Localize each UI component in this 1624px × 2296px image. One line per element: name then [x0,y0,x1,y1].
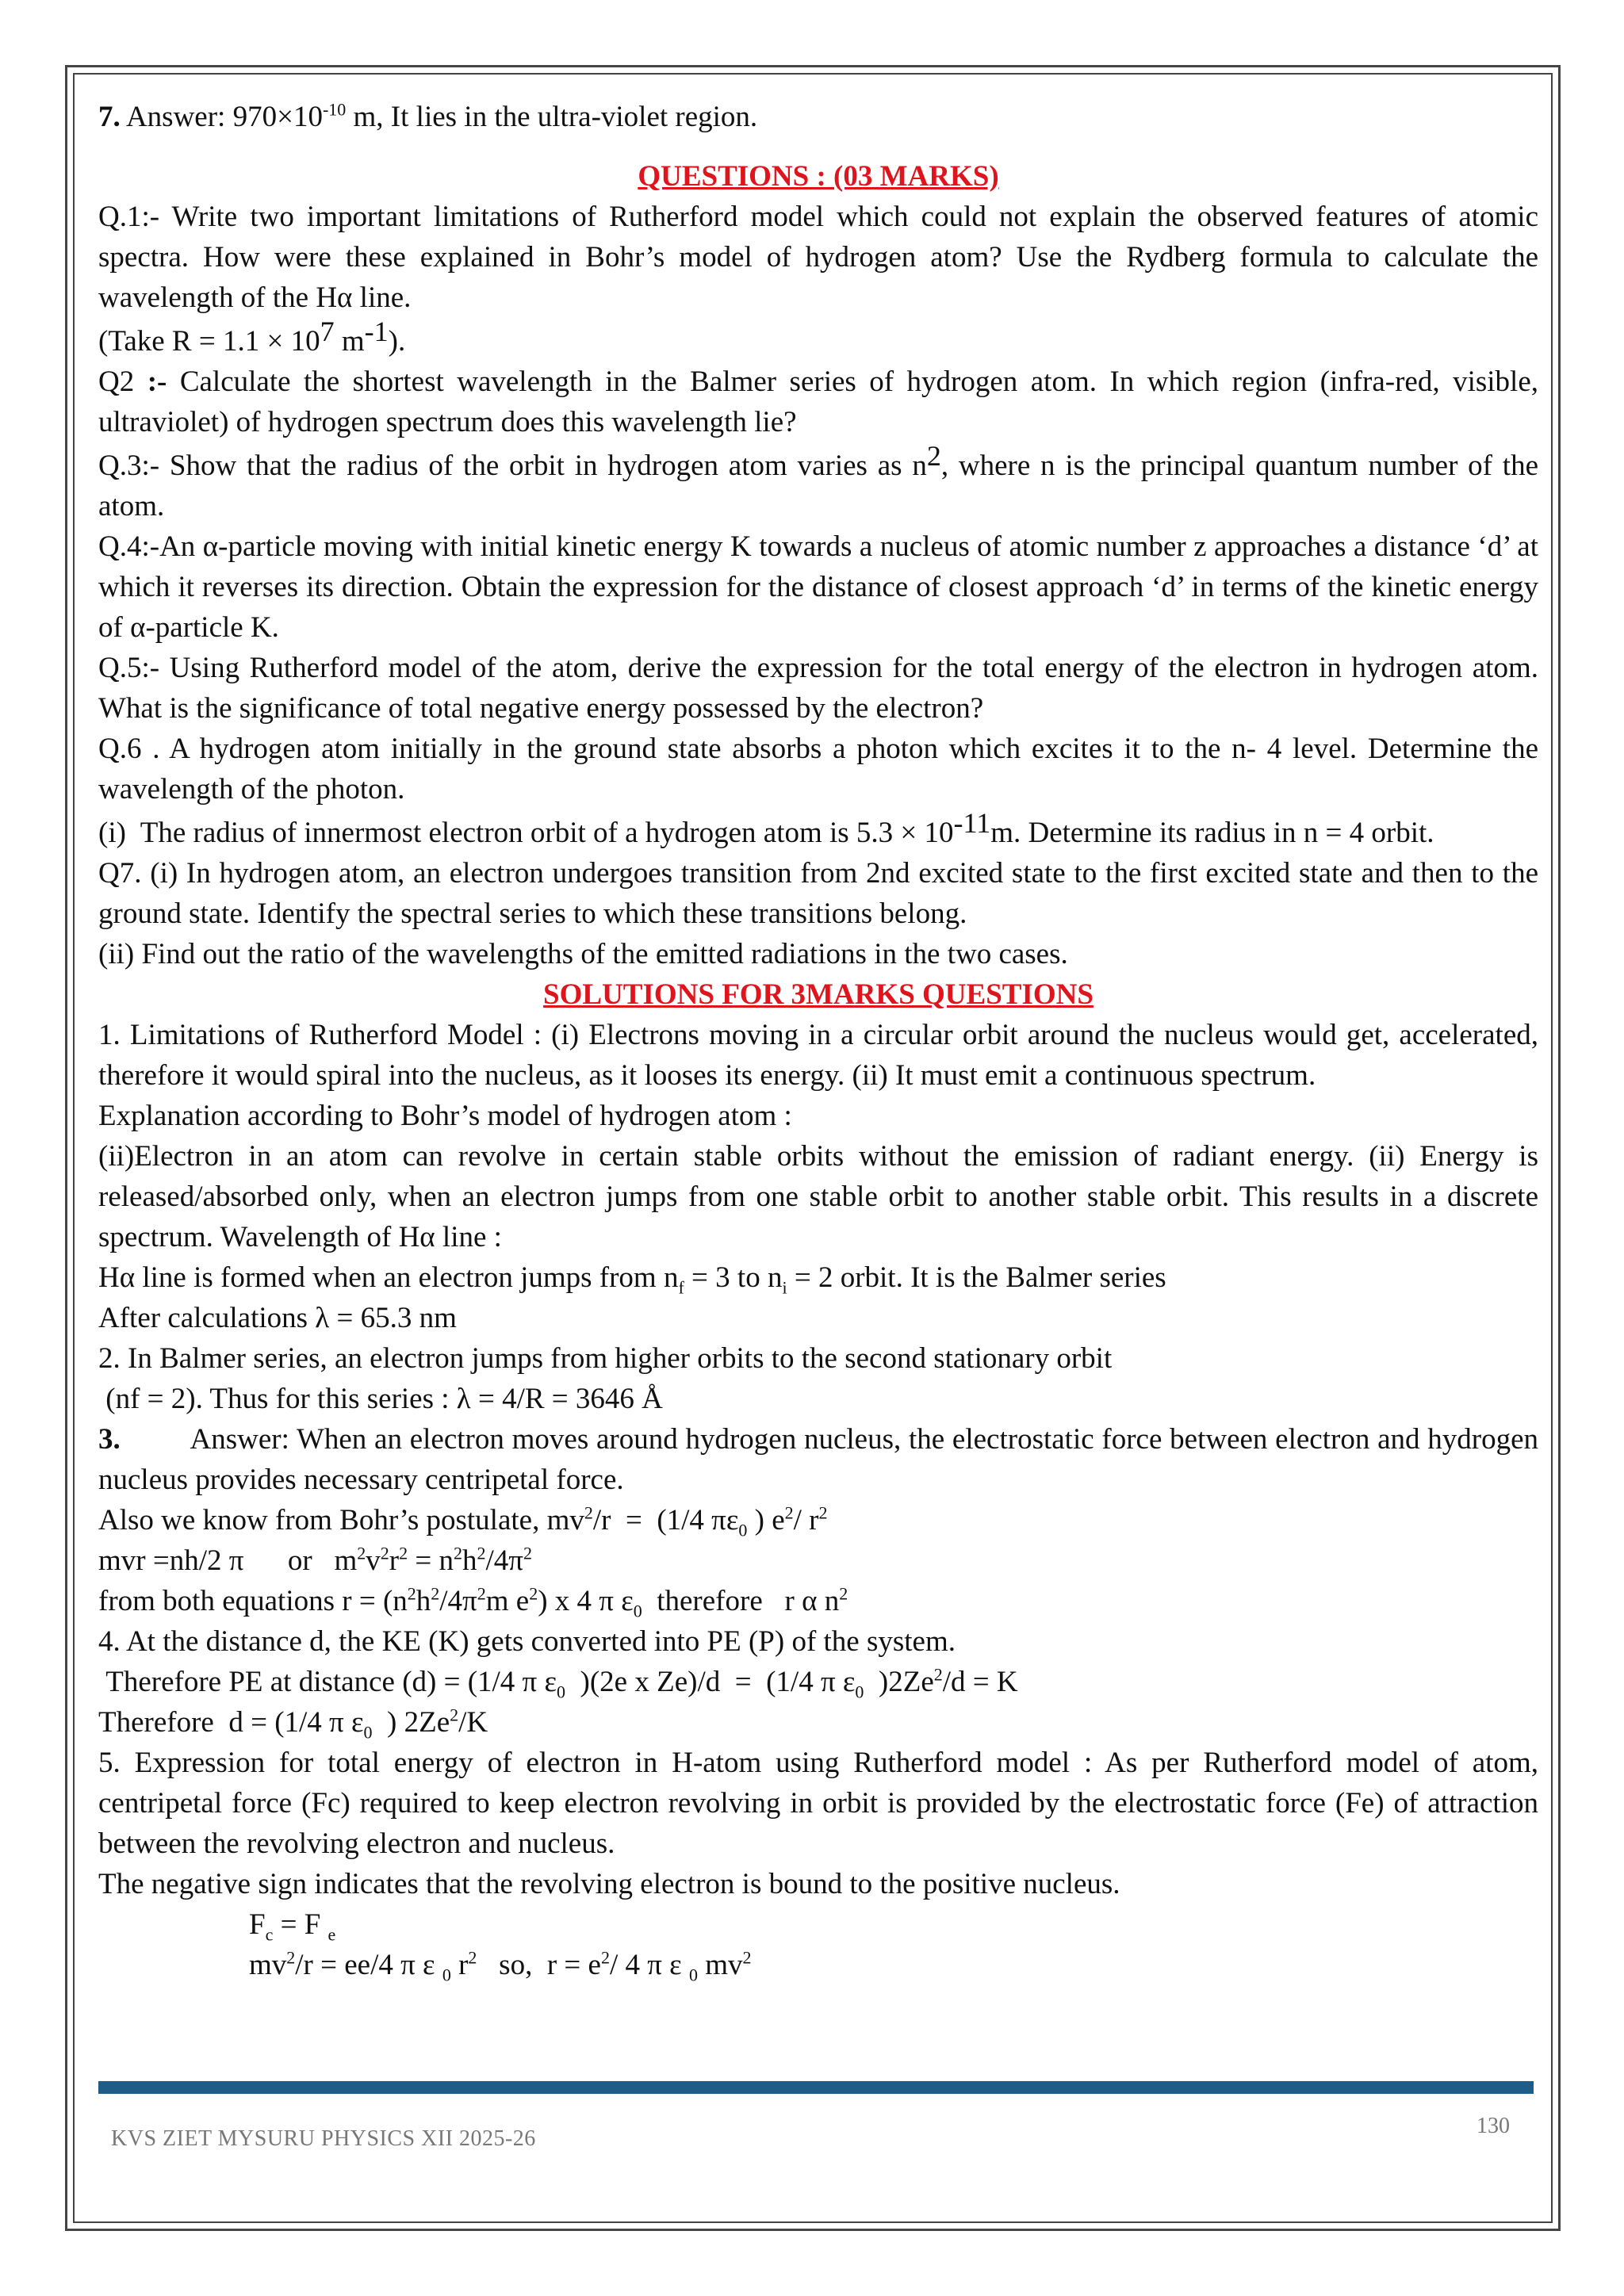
solution-1-result: After calculations λ = 65.3 nm [98,1302,457,1334]
question-6-part-i: (i) The radius of innermost electron orbit of a hydrogen atom is 5.3 × 10-11m. Determine its radius in n = 4 orbit. [98,807,1434,849]
question-6: Q.6 . A hydrogen atom initially in the ground state absorbs a photon which excites it to the n- 4 level. Determine the wavelength of the photon. [98,733,1538,806]
solution-4-eq-1: Therefore PE at distance (d) = (1/4 π $\varepsilon_0$ )(2e x Ze)/d = (1/4 π $\varepsilon_0$ )$2Ze^2/d = K$ [98,1664,1018,1702]
solution-5: 5. Expression for total energy of electron in H-atom using Rutherford model : As per Rutherford model of atom, centripetal force (Fc) required to keep electron revolving in orbit is provided by the electrostatic force (Fe) of attraction between the revolving electron and nucleus. [98,1747,1538,1860]
question-5: Q.5:- Using Rutherford model of the atom, derive the expression for the total energy of the electron in hydrogen atom. What is the significance of total negative energy possessed by the electron? [98,652,1538,725]
solution-3-eq-2: mvr =nh/2 π or $m^2v^2r^2 = n^2h^2/4\pi^2$ [98,1543,532,1577]
section-heading-solutions: SOLUTIONS FOR 3MARKS QUESTIONS [543,978,1094,1011]
solution-1-h-alpha: Hα line is formed when an electron jumps from $n_f = 3$ to $n_i = 2$ orbit. It is the Balmer series [98,1261,1166,1298]
footer-title: KVS ZIET MYSURU PHYSICS XII 2025-26 [111,2126,536,2151]
question-2: Q2 :- Calculate the shortest wavelength in the Balmer series of hydrogen atom. In which region (infra-red, visible, ultraviolet) of hydrogen spectrum does this wavelength lie? [98,365,1538,438]
solution-5-eq-2: $mv^2/r = ee/4$ π ε $_0$ $r^2$ so, $r = e^2/$ 4 π ε $_0$ $mv^2$ [249,1947,752,1985]
solution-5-sign: The negative sign indicates that the revolving electron is bound to the positive nucleus. [98,1868,1120,1900]
solution-4-eq-2: Therefore d = (1/4 π $\varepsilon_0$ ) 2Ze$^2$/K [98,1705,488,1743]
question-4: Q.4:-An α-particle moving with initial kinetic energy K towards a nucleus of atomic number z approaches a distance ‘d’ at which it reverses its direction. Obtain the expression for the distance of closest approach ‘d’ in terms of the kinetic energy of α-particle K. [98,530,1538,644]
question-3: Q.3:- Show that the radius of the orbit in hydrogen atom varies as n2, where n is the principal quantum number of the atom. [98,440,1538,522]
solution-1: 1. Limitations of Rutherford Model : (i) Electrons moving in a circular orbit around the nucleus would get, accelerated, therefore it would spiral into the nucleus, as it looses its energy. (ii) It must emit a continuous spectrum. [98,1019,1538,1092]
solution-1-bohr-points: (ii)Electron in an atom can revolve in certain stable orbits without the emission of radiant energy. (ii) Energy is released/absorbed only, when an electron jumps from one stable orbit to another stable orbit. This results in a discrete spectrum. Wavelength of Hα line : [98,1140,1538,1253]
question-1-given: (Take R = 1.1 × 107 m-1). [98,316,406,358]
question-7: Q7. (i) In hydrogen atom, an electron undergoes transition from 2nd excited state to the first excited state and then to the ground state. Identify the spectral series to which these transitions belong. [98,857,1538,930]
question-7-part-ii: (ii) Find out the ratio of the wavelengths of the emitted radiations in the two cases. [98,938,1068,970]
solution-5-eq-1: $F_c = F$ $_e$ [249,1908,336,1945]
footer-divider-bar [98,2081,1534,2094]
solution-3-eq-1: Also we know from Bohr’s postulate, $mv^2/r = (1/4$ $\pi\varepsilon_0$ ) $e^2/$ $r^2$ [98,1502,828,1540]
solution-1-bohr-heading: Explanation according to Bohr’s model of hydrogen atom : [98,1100,792,1132]
page-number: 130 [1477,2114,1510,2138]
solution-3: 3. Answer: When an electron moves around hydrogen nucleus, the electrostatic force between electron and hydrogen nucleus provides necessary centripetal force. [98,1423,1538,1496]
section-heading-questions: QUESTIONS : (03 MARKS) [638,160,999,193]
solution-2: 2. In Balmer series, an electron jumps from higher orbits to the second stationary orbit [98,1342,1113,1375]
answer-7: 7. Answer: $970\times 10^{-10}$ m, It lies in the ultra-violet region. [98,99,758,133]
solution-4: 4. At the distance d, the KE (K) gets converted into PE (P) of the system. [98,1625,956,1658]
question-1: Q.1:- Write two important limitations of Rutherford model which could not explain the observed features of atomic spectra. How were these explained in Bohr’s model of hydrogen atom? Use the Rydberg formula to calculate the wavelength of the Hα line. [98,201,1538,314]
solution-2-result: (nf = 2). Thus for this series : λ = 4/R = 3646 Å [98,1383,663,1415]
solution-3-eq-3: from both equations $r = (n^2h^2/4\pi^2m$ $e^2$) x 4 π $\varepsilon_0$ therefore r α $n^2$ [98,1583,848,1621]
page-content [98,97,1538,1985]
